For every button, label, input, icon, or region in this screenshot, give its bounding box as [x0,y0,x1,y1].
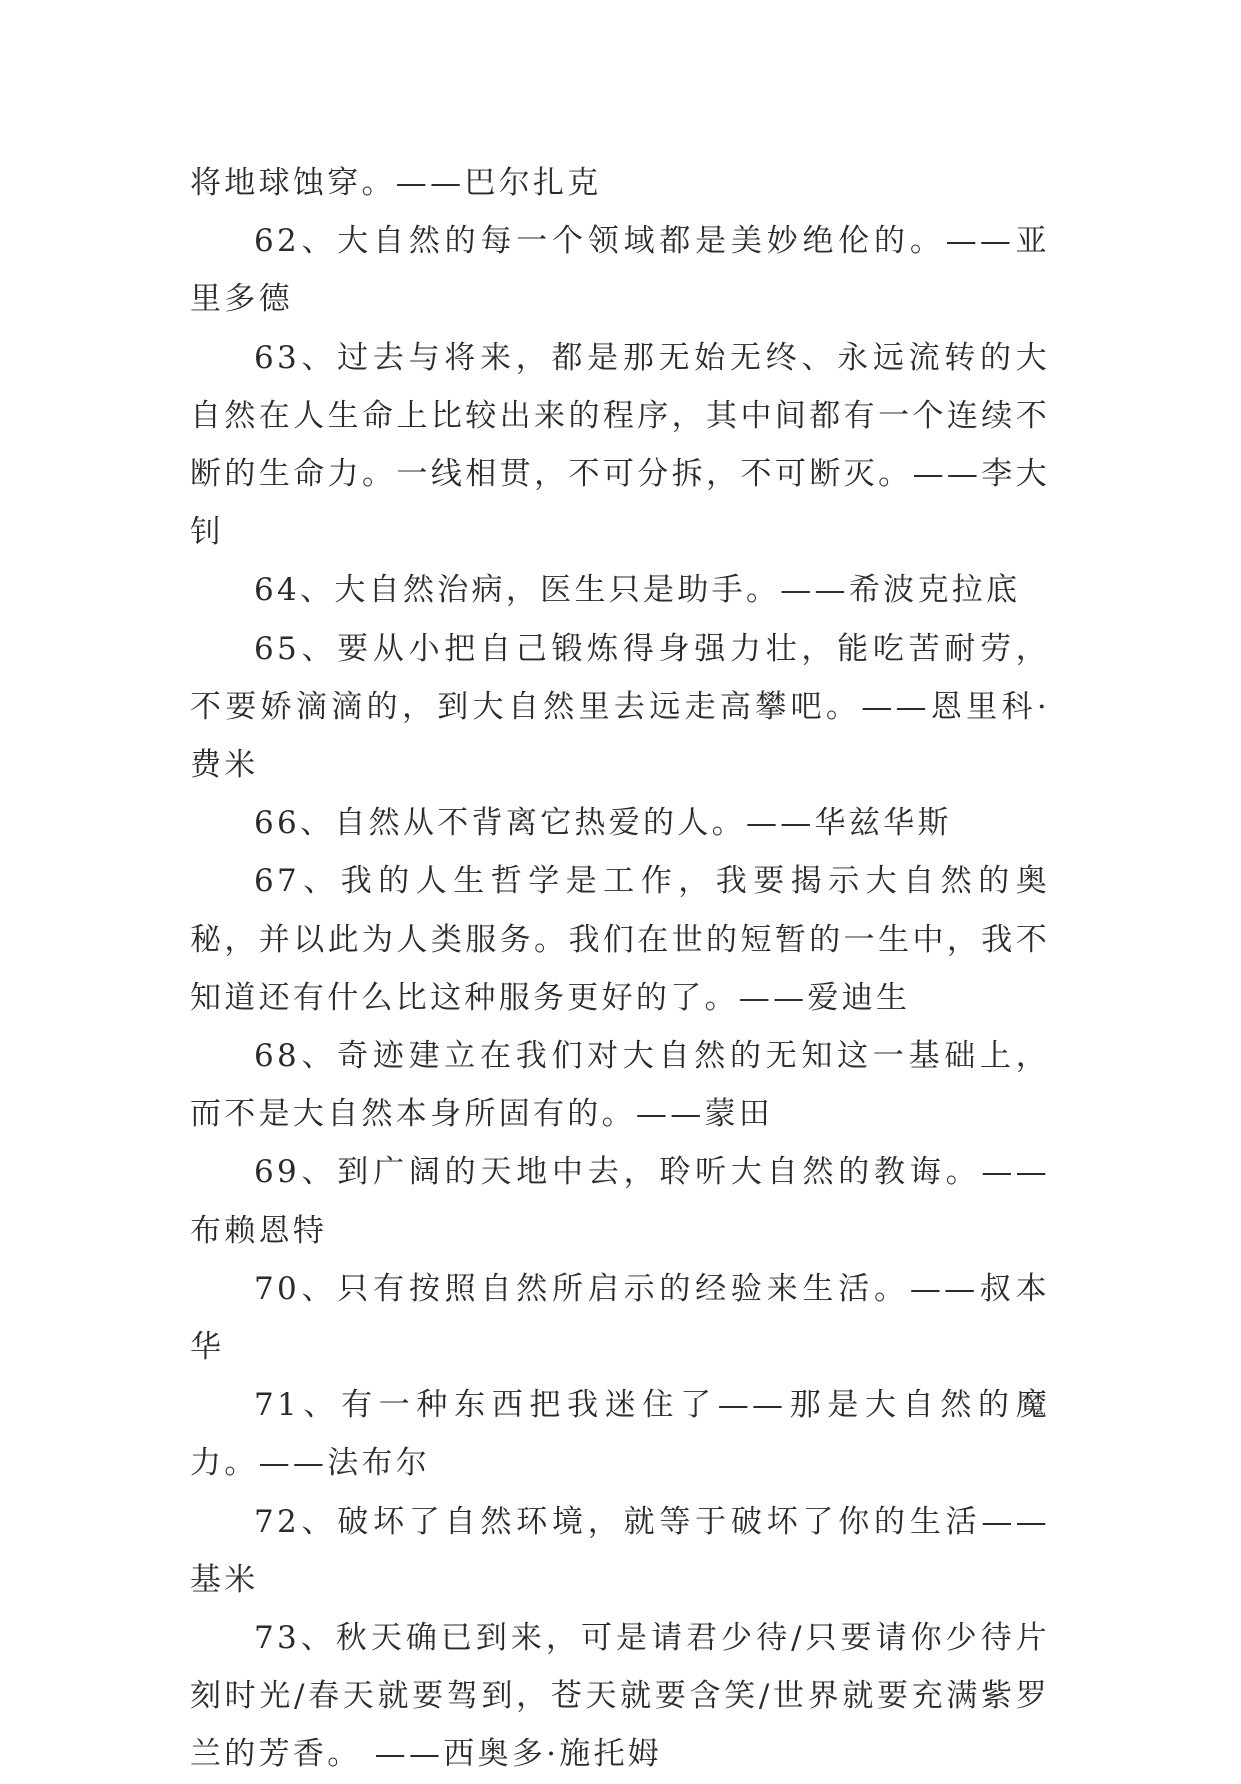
quote-paragraph: 63、过去与将来，都是那无始无终、永远流转的大自然在人生命上比较出来的程序，其中间都有一个连续不断的生命力。一线相贯，不可分拆，不可断灭。——李大钊 [190,339,1050,551]
quote-paragraph: 64、大自然治病，医生只是助手。——希波克拉底 [254,572,1021,609]
quote-paragraph: 65、要从小把自己锻炼得身强力壮，能吃苦耐劳，不要娇滴滴的，到大自然里去远走高攀吧。——恩里科·费米 [190,630,1050,784]
quote-paragraph: 66、自然从不背离它热爱的人。——华兹华斯 [254,805,952,842]
quote-paragraph: 73、秋天确已到来，可是请君少待/只要请你少待片刻时光/春天就要驾到，苍天就要含笑/世界就要充满紫罗兰的芳香。 ——西奥多·施托姆 [190,1620,1050,1773]
quote-paragraph: 69、到广阔的天地中去，聆听大自然的教诲。——布赖恩特 [190,1154,1050,1249]
quote-paragraph: 将地球蚀穿。——巴尔扎克 [190,165,602,201]
quote-paragraph: 68、奇迹建立在我们对大自然的无知这一基础上，而不是大自然本身所固有的。——蒙田 [190,1038,1050,1133]
quote-paragraph: 67、我的人生哲学是工作，我要揭示大自然的奥秘，并以此为人类服务。我们在世的短暂的一生中，我不知道还有什么比这种服务更好的了。——爱迪生 [190,863,1050,1016]
document-body [190,154,1050,1784]
quote-paragraph: 72、破坏了自然环境，就等于破坏了你的生活——基米 [190,1503,1050,1598]
quote-paragraph: 70、只有按照自然所启示的经验来生活。——叔本华 [190,1270,1050,1366]
quote-paragraph: 62、大自然的每一个领域都是美妙绝伦的。——亚里多德 [190,223,1050,318]
quote-paragraph: 71、有一种东西把我迷住了——那是大自然的魔力。——法布尔 [190,1387,1050,1482]
